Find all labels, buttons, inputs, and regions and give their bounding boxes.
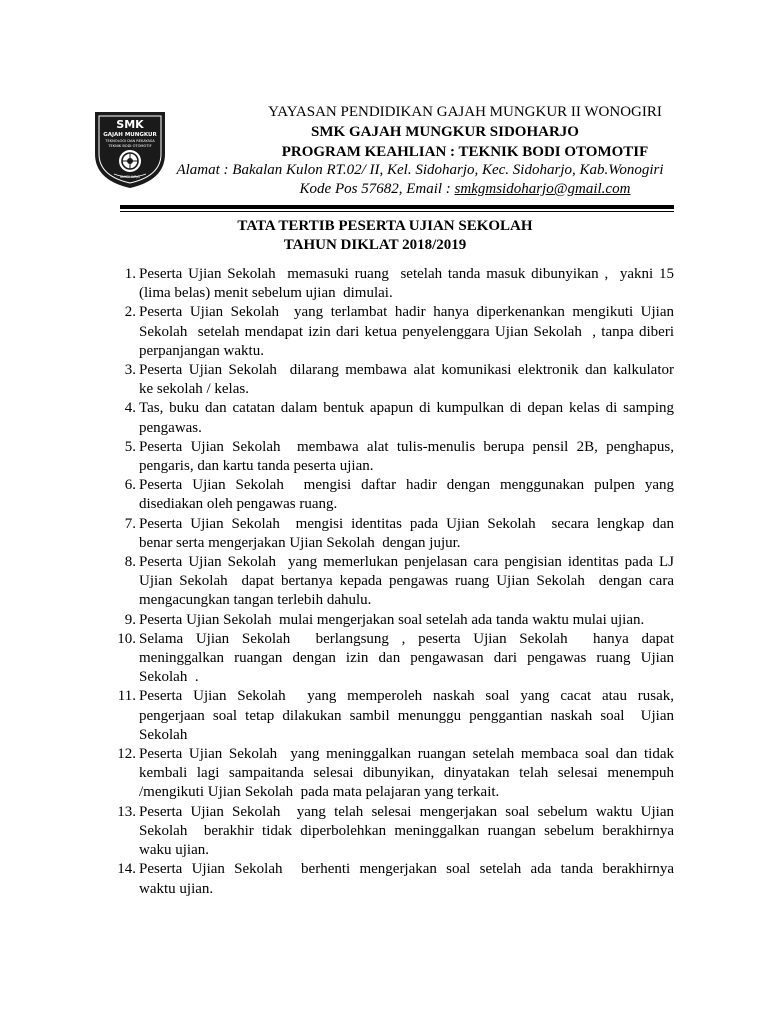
rule-text-line: kembali lagi sampaitanda selesai dibunyikan, dinyatakan telah selesai menempuh — [139, 765, 674, 782]
email-link[interactable]: smkgmsidoharjo@gmail.com — [454, 181, 631, 197]
rule-text-line: meninggalkan ruangan dengan izin dan pengawasan dari pengawas ruang Ujian — [139, 650, 674, 667]
rule-item — [100, 438, 680, 476]
rule-number: 11. — [117, 688, 136, 705]
rule-item — [100, 515, 680, 553]
rule-text-line: waku ujian. — [139, 842, 209, 859]
rule-text-line: pengawas. — [139, 419, 202, 436]
rule-number: 4. — [124, 400, 136, 417]
rule-item — [100, 687, 680, 745]
document-title: TATA TERTIB PESERTA UJIAN SEKOLAH — [237, 218, 533, 234]
rule-text-line: Peserta Ujian Sekolah yang terlambat hadir hanya diperkenankan mengikuti Ujian — [139, 304, 674, 321]
rule-text-line: Sekolah berakhir tidak diperbolehkan meninggalkan ruangan sebelum berakhirnya — [139, 822, 674, 839]
school-name: SMK GAJAH MUNGKUR SIDOHARJO — [311, 124, 579, 140]
rule-number: 6. — [124, 477, 136, 494]
logo-bottom-text: SUKOHARJO — [119, 175, 141, 179]
rule-text-line: Ujian Sekolah dapat bertanya kepada pengawas ruang Ujian Sekolah dengan cara — [139, 573, 674, 590]
rule-text-line: pengerjaan soal tetap dilakukan sambil menunggu penggantian naskah soal Ujian — [139, 707, 674, 724]
rule-text-line: Peserta Ujian Sekolah memasuki ruang setelah tanda masuk dibunyikan , yakni 15 — [139, 266, 674, 282]
rule-text-line: Peserta Ujian Sekolah yang meninggalkan ruangan setelah membaca soal dan tidak — [139, 746, 674, 763]
rule-number: 13. — [117, 803, 136, 820]
rule-text-line: Tas, buku dan catatan dalam bentuk apapun di kumpulkan di depan kelas di samping — [139, 400, 674, 417]
rule-item — [100, 476, 680, 514]
rule-text-line: Peserta Ujian Sekolah yang memerlukan penjelasan cara pengisian identitas pada LJ — [139, 554, 674, 571]
rule-text-line: (lima belas) menit sebelum ujian dimulai. — [139, 285, 393, 302]
rule-item — [100, 553, 680, 611]
rule-number: 5. — [124, 438, 136, 455]
rule-text-line: Peserta Ujian Sekolah berhenti mengerjakan soal setelah ada tanda berakhirnya — [139, 861, 674, 878]
rule-item — [100, 399, 680, 437]
postal-code-text: Kode Pos 57682, Email : — [299, 181, 455, 197]
rule-text-line: Peserta Ujian Sekolah mulai mengerjakan soal setelah ada tanda waktu mulai ujian. — [139, 611, 645, 628]
rule-number: 3. — [124, 362, 136, 379]
rule-text-line: Peserta Ujian Sekolah yang memperoleh naskah soal yang cacat atau rusak, — [139, 688, 674, 705]
letterhead-divider-thick — [120, 205, 674, 209]
logo-sub1-text: TEKNOLOGI DAN REKAYASA — [105, 139, 155, 143]
rule-item — [100, 630, 680, 688]
postal-email-line — [170, 180, 760, 198]
rule-number: 7. — [124, 515, 136, 532]
rule-text-line: /mengikuti Ujian Sekolah pada mata pelajaran yang terkait. — [139, 784, 500, 801]
program-name: PROGRAM KEAHLIAN : TEKNIK BODI OTOMOTIF — [281, 144, 649, 160]
rule-number: 10. — [117, 630, 136, 647]
rules-list — [100, 265, 680, 899]
rule-text-line: Peserta Ujian Sekolah dilarang membawa alat komunikasi elektronik dan kalkulator — [139, 362, 674, 379]
school-logo — [92, 108, 168, 190]
rule-item — [100, 303, 680, 361]
rule-text-line: benar serta mengerjakan Ujian Sekolah dengan jujur. — [139, 534, 461, 551]
rule-number: 9. — [124, 611, 136, 628]
rule-item — [100, 611, 680, 630]
rule-text-line: perpanjangan waktu. — [139, 342, 264, 359]
rule-text-line: ke sekolah / kelas. — [139, 381, 249, 398]
rule-text-line: waktu ujian. — [139, 880, 214, 897]
school-address: Alamat : Bakalan Kulon RT.02/ II, Kel. Sidoharjo, Kec. Sidoharjo, Kab.Wonogiri — [176, 162, 664, 178]
rule-item — [100, 803, 680, 861]
rule-item — [100, 265, 680, 303]
rule-number: 8. — [124, 554, 136, 571]
rule-text-line: Selama Ujian Sekolah berlangsung , peserta Ujian Sekolah hanya dapat — [139, 630, 674, 647]
rule-text-line: Peserta Ujian Sekolah mengisi daftar hadir dengan menggunakan pulpen yang — [139, 477, 674, 494]
rule-item — [100, 860, 680, 898]
rule-text-line: mengacungkan tangan terlebih dahulu. — [139, 592, 372, 609]
rule-text-line: Peserta Ujian Sekolah membawa alat tulis-menulis berupa pensil 2B, penghapus, — [139, 438, 674, 455]
letterhead-divider-thin — [120, 211, 674, 212]
rule-item — [100, 361, 680, 399]
foundation-name: YAYASAN PENDIDIKAN GAJAH MUNGKUR II WONOGIRI — [268, 104, 662, 120]
rule-text-line: Peserta Ujian Sekolah mengisi identitas pada Ujian Sekolah secara lengkap dan — [139, 515, 674, 532]
rule-number: 2. — [124, 304, 136, 321]
rule-number: 1. — [124, 266, 136, 282]
rule-number: 14. — [117, 861, 136, 878]
rule-text-line: Peserta Ujian Sekolah yang telah selesai mengerjakan soal sebelum waktu Ujian — [139, 803, 674, 820]
rule-text-line: Sekolah — [139, 726, 188, 743]
rule-number: 12. — [117, 746, 136, 763]
rule-text-line: disediakan oleh pengawas ruang. — [139, 496, 338, 513]
rule-text-line: Sekolah setelah mendapat izin dari ketua penyelenggara Ujian Sekolah , tanpa diberi — [139, 323, 674, 340]
logo-smk-text: SMK — [116, 118, 144, 131]
document-subtitle: TAHUN DIKLAT 2018/2019 — [283, 237, 467, 253]
rule-text-line: pengaris, dan kartu tanda peserta ujian. — [139, 458, 374, 475]
logo-sub2-text: TEKNIK BODI OTOMOTIF — [108, 144, 152, 148]
rule-text-line: Sekolah . — [139, 669, 199, 686]
rule-item — [100, 745, 680, 803]
logo-name-text: GAJAH MUNGKUR — [103, 132, 157, 138]
